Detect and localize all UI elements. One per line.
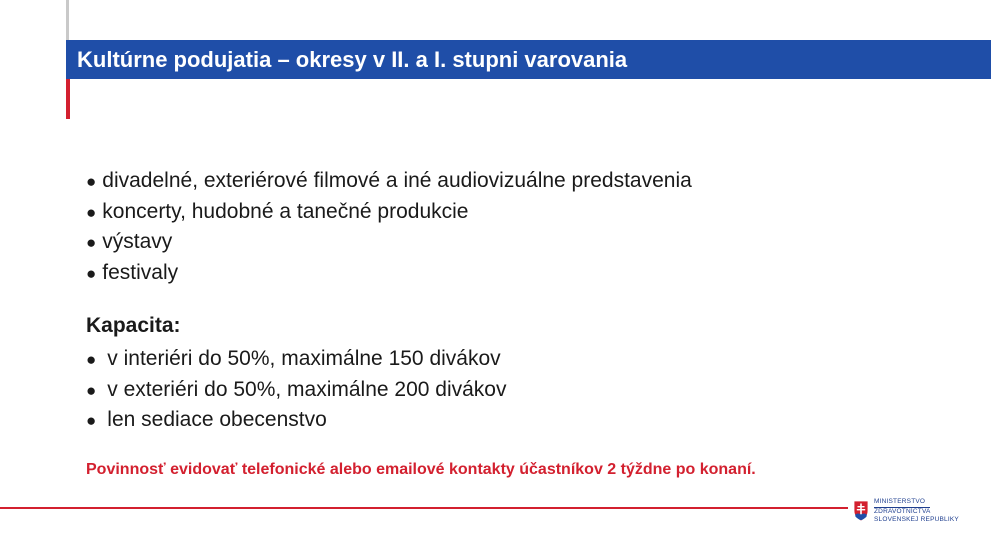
footer-divider-line [0,507,848,509]
list-item [86,227,692,258]
logo-text [874,498,959,524]
bullet-icon: ● [86,233,97,252]
list-item-text: výstavy [102,230,173,253]
capacity-list [86,344,506,436]
list-item [86,197,692,228]
list-item-text: festivaly [102,260,179,284]
list-item [86,375,506,406]
list-item [86,405,506,436]
bullet-icon: ● [86,350,97,369]
bullet-icon: ● [86,411,97,430]
logo-text-line: SLOVENSKEJ REPUBLIKY [874,516,959,523]
ministry-logo [853,498,959,524]
top-divider-line [66,0,69,40]
slide-title: Kultúrne podujatia – okresy v II. a I. stupni varovania [77,46,628,72]
title-bar [66,40,991,79]
list-item-text: v exteriéri do 50%, maximálne 200 divákov [107,377,507,401]
bullet-icon: ● [86,202,97,222]
event-types-list [86,166,692,288]
logo-text-line: ZDRAVOTNÍCTVA [874,508,931,515]
red-accent-bar [66,79,70,119]
slovak-coat-of-arms-icon [853,500,869,522]
bullet-icon: ● [86,263,97,283]
list-item-text: koncerty, hudobné a tanečné produkcie [102,199,469,223]
list-item [86,166,692,197]
bullet-icon: ● [86,172,97,191]
list-item [86,344,506,375]
logo-text-line: MINISTERSTVO [874,498,930,508]
list-item [86,258,692,289]
list-item-text: len sediace obecenstvo [107,408,327,431]
list-item-text: divadelné, exteriérové filmové a iné audiovizuálne predstavenia [102,169,692,192]
contact-tracing-notice: Povinnosť evidovať telefonické alebo emailové kontakty účastníkov 2 týždne po konaní. [86,461,756,478]
bullet-icon: ● [86,380,97,400]
capacity-heading: Kapacita: [86,314,181,337]
list-item-text: v interiéri do 50%, maximálne 150 divákov [107,347,501,370]
